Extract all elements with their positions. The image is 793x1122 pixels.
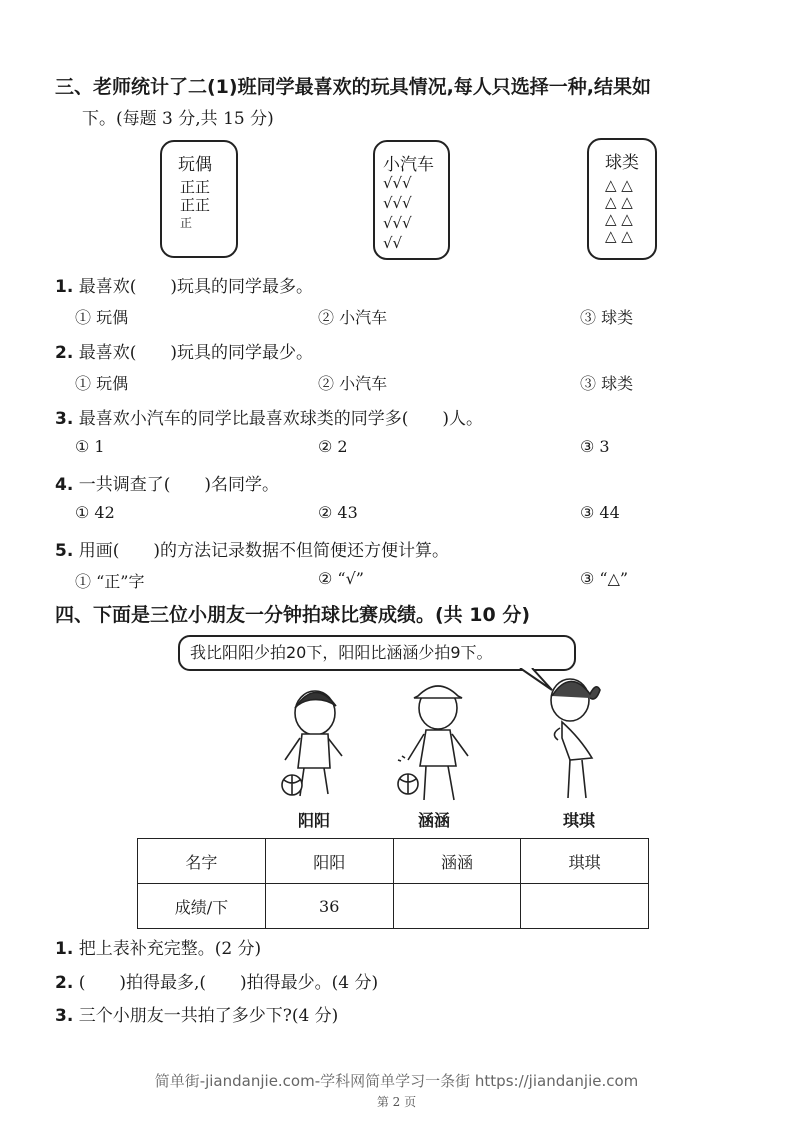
question-text: 一共调查了( )名同学。 (78, 475, 279, 495)
kid-yangyang-figure (282, 691, 342, 796)
question-number: 1. (55, 939, 74, 959)
s4-question-3 (55, 1001, 338, 1026)
option[interactable]: ③ 球类 (580, 308, 634, 327)
question-text: ( )拍得最多,( )拍得最少。(4 分) (78, 973, 379, 993)
table-row (138, 839, 649, 884)
option[interactable]: ③ 3 (580, 437, 610, 456)
question-number: 2. (55, 973, 74, 993)
speech-bubble: 我比阳阳少拍20下，阳阳比涵涵少拍9下。 (178, 635, 576, 671)
tally-mark: √√√ (383, 194, 412, 212)
s4-question-2 (55, 968, 378, 993)
option[interactable]: ③ 44 (580, 503, 620, 522)
question-number: 5. (55, 541, 74, 561)
option[interactable]: ② “√” (318, 569, 364, 588)
question-number: 4. (55, 475, 74, 495)
option[interactable]: ① 42 (75, 503, 115, 522)
bubble-tail (520, 668, 552, 690)
question-text: 把上表补充完整。(2 分) (78, 939, 262, 959)
question-1 (55, 272, 313, 297)
table-row (138, 884, 649, 929)
tally-mark: √√ (383, 234, 403, 252)
kid-name: 阳阳 (298, 811, 331, 830)
table-cell: 阳阳 (265, 839, 393, 884)
question-number: 3. (55, 409, 74, 429)
option[interactable]: ② 小汽车 (318, 308, 388, 327)
table-cell-answer[interactable] (521, 884, 649, 929)
question-2 (55, 338, 313, 363)
score-table (137, 838, 649, 929)
question-text: 三个小朋友一共拍了多少下?(4 分) (78, 1006, 339, 1026)
tally-mark: 正正 (180, 178, 211, 196)
table-cell: 36 (265, 884, 393, 929)
section3-title-cont: 下。(每题 3 分,共 15 分) (82, 109, 274, 129)
question-number: 1. (55, 277, 74, 297)
kid-qiqi-figure (551, 679, 600, 798)
kids-illustration (270, 668, 630, 808)
question-4 (55, 470, 279, 495)
tally-label: 球类 (605, 153, 639, 173)
question-number: 2. (55, 343, 74, 363)
option[interactable]: ③ “△” (580, 569, 629, 588)
tally-box-balls (587, 138, 657, 260)
tally-mark: √√√ (383, 214, 412, 232)
tally-label: 玩偶 (178, 155, 212, 175)
section3-title: 三、老师统计了二(1)班同学最喜欢的玩具情况,每人只选择一种,结果如 (55, 76, 652, 98)
tally-mark: △ △ (605, 193, 633, 211)
question-3 (55, 404, 483, 429)
tally-mark: △ △ (605, 210, 633, 228)
question-text: 用画( )的方法记录数据不但简便还方便计算。 (78, 541, 449, 561)
tally-mark: 正 (180, 216, 193, 230)
section4-title: 四、下面是三位小朋友一分钟拍球比赛成绩。(共 10 分) (55, 604, 531, 626)
footer-watermark: 简单街-jiandanjie.com-学科网简单学习一条街 https://jiandanjie.com (154, 1072, 639, 1090)
option[interactable]: ③ 球类 (580, 374, 634, 393)
option[interactable]: ① 玩偶 (75, 374, 129, 393)
option[interactable]: ② 小汽车 (318, 374, 388, 393)
option[interactable]: ① “正”字 (75, 572, 145, 591)
table-cell-answer[interactable] (393, 884, 521, 929)
tally-mark: √√√ (383, 174, 412, 192)
tally-mark: △ △ (605, 176, 633, 194)
table-cell: 涵涵 (393, 839, 521, 884)
option[interactable]: ② 2 (318, 437, 348, 456)
table-cell: 名字 (138, 839, 266, 884)
table-cell: 琪琪 (521, 839, 649, 884)
kid-hanhan-figure (398, 686, 468, 800)
page-number: 第 2 页 (376, 1095, 417, 1109)
tally-mark: 正正 (180, 196, 211, 214)
question-number: 3. (55, 1006, 74, 1026)
kid-name: 涵涵 (418, 811, 451, 830)
question-5 (55, 536, 449, 561)
option[interactable]: ① 1 (75, 437, 105, 456)
question-text: 最喜欢( )玩具的同学最多。 (78, 277, 313, 297)
kid-name: 琪琪 (563, 811, 596, 830)
question-text: 最喜欢( )玩具的同学最少。 (78, 343, 313, 363)
s4-question-1 (55, 934, 261, 959)
option[interactable]: ① 玩偶 (75, 308, 129, 327)
option[interactable]: ② 43 (318, 503, 358, 522)
question-text: 最喜欢小汽车的同学比最喜欢球类的同学多( )人。 (78, 409, 483, 429)
tally-box-dolls (160, 140, 238, 258)
table-cell: 成绩/下 (138, 884, 266, 929)
tally-mark: △ △ (605, 227, 633, 245)
tally-box-cars (373, 140, 450, 260)
tally-label: 小汽车 (383, 155, 434, 175)
